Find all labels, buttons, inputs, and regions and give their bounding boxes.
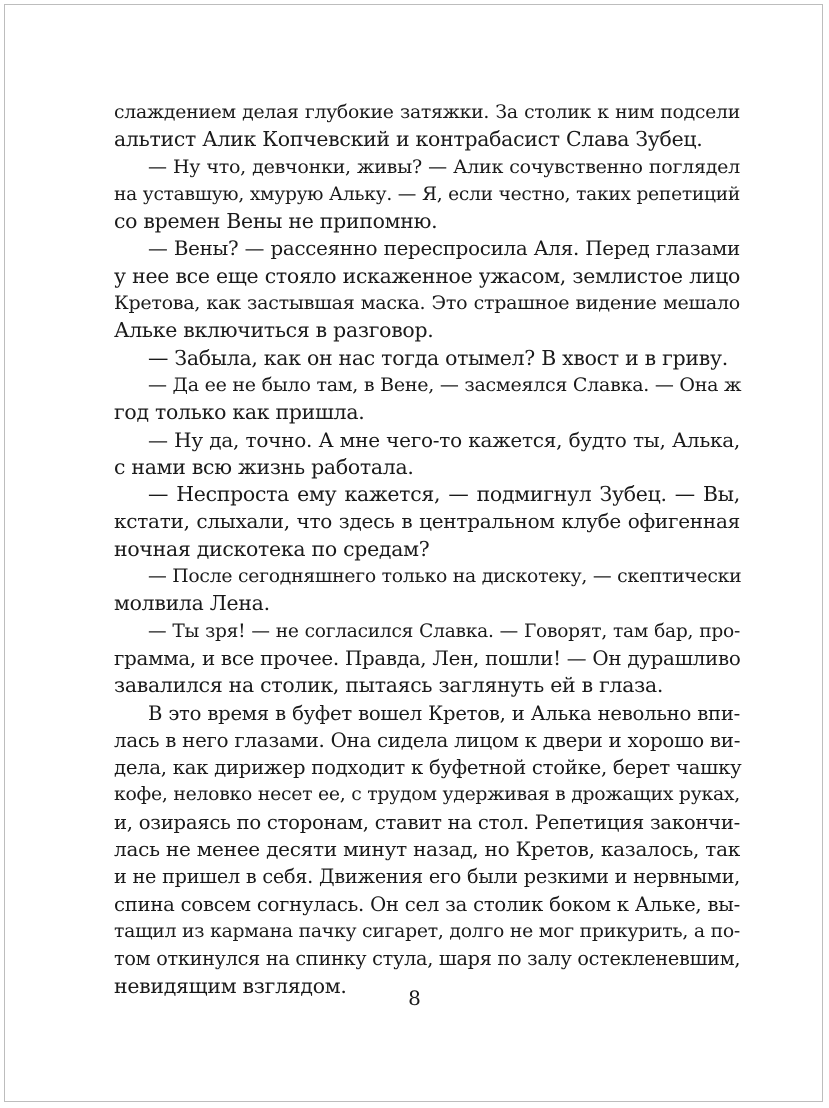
text-line: — Неспроста ему кажется, — подмигнул Зубец. — Вы, bbox=[148, 482, 740, 507]
text-line: слаждением делая глубокие затяжки. За столик к ним подсели bbox=[114, 102, 740, 123]
text-line: — Да ее не было там, в Вене, — засмеялся Славка. — Она ж bbox=[148, 373, 742, 396]
text-line: — После сегодняшнего только на дискотеку, — скептически bbox=[148, 566, 742, 588]
text-line: спина совсем согнулась. Он сел за столик боком к Альке, вы- bbox=[114, 892, 740, 916]
text-line: с нами всю жизнь работала. bbox=[114, 454, 414, 479]
text-line: год только как пришла. bbox=[114, 400, 365, 425]
text-line: со времен Вены не припомню. bbox=[114, 209, 438, 234]
text-line: у нее все еще стояло искаженное ужасом, землистое лицо bbox=[114, 263, 740, 288]
text-line: — Ну что, девчонки, живы? — Алик сочувственно поглядел bbox=[148, 155, 740, 178]
text-line: Кретова, как застывшая маска. Это страшное видение мешало bbox=[114, 292, 740, 315]
text-line: дела, как дирижер подходит к буфетной стойке, берет чашку bbox=[114, 756, 742, 780]
text-line: и, озираясь по сторонам, ставит на стол. Репетиция закончи- bbox=[114, 810, 741, 834]
text-line: грамма, и все прочее. Правда, Лен, пошли! — Он дурашливо bbox=[114, 646, 741, 670]
text-line: невидящим взглядом. bbox=[114, 973, 347, 998]
text-line: лась в него глазами. Она сидела лицом к двери и хорошо ви- bbox=[114, 728, 741, 752]
text-line: В это время в буфет вошел Кретов, и Алька невольно впи- bbox=[148, 701, 740, 725]
text-line: на уставшую, хмурую Альку. — Я, если честно, таких репетиций bbox=[114, 183, 740, 205]
text-line: лась не менее десяти минут назад, но Кретов, казалось, так bbox=[114, 837, 740, 862]
text-line: молвила Лена. bbox=[114, 591, 270, 616]
text-line: кстати, слыхали, что здесь в центральном клубе офигенная bbox=[114, 509, 740, 534]
body-text bbox=[114, 99, 740, 1000]
text-line: альтист Алик Копчевский и контрабасист Слава Зубец. bbox=[114, 127, 703, 152]
text-line: Альке включиться в разговор. bbox=[114, 318, 434, 343]
text-line: — Вены? — рассеянно переспросила Аля. Перед глазами bbox=[148, 237, 740, 261]
page-number: 8 bbox=[408, 986, 421, 1010]
text-line: тащил из кармана пачку сигарет, долго не мог прикурить, а по- bbox=[114, 920, 740, 942]
text-line: кофе, неловко несет ее, с трудом удерживая в дрожащих руках, bbox=[114, 784, 740, 806]
text-line: том откинулся на спинку стула, шаря по залу остекленевшим, bbox=[114, 947, 741, 971]
text-line: завалился на столик, пытаясь заглянуть ей в глаза. bbox=[114, 673, 664, 698]
text-line: — Ну да, точно. А мне чего-то кажется, будто ты, Алька, bbox=[148, 427, 740, 452]
text-line: — Ты зря! — не согласился Славка. — Говорят, там бар, про- bbox=[148, 620, 740, 642]
text-line: — Забыла, как он нас тогда отымел? В хвост и в гриву. bbox=[148, 345, 728, 370]
text-line: и не пришел в себя. Движения его были резкими и нервными, bbox=[114, 865, 740, 889]
text-line: ночная дискотека по средам? bbox=[114, 536, 430, 561]
